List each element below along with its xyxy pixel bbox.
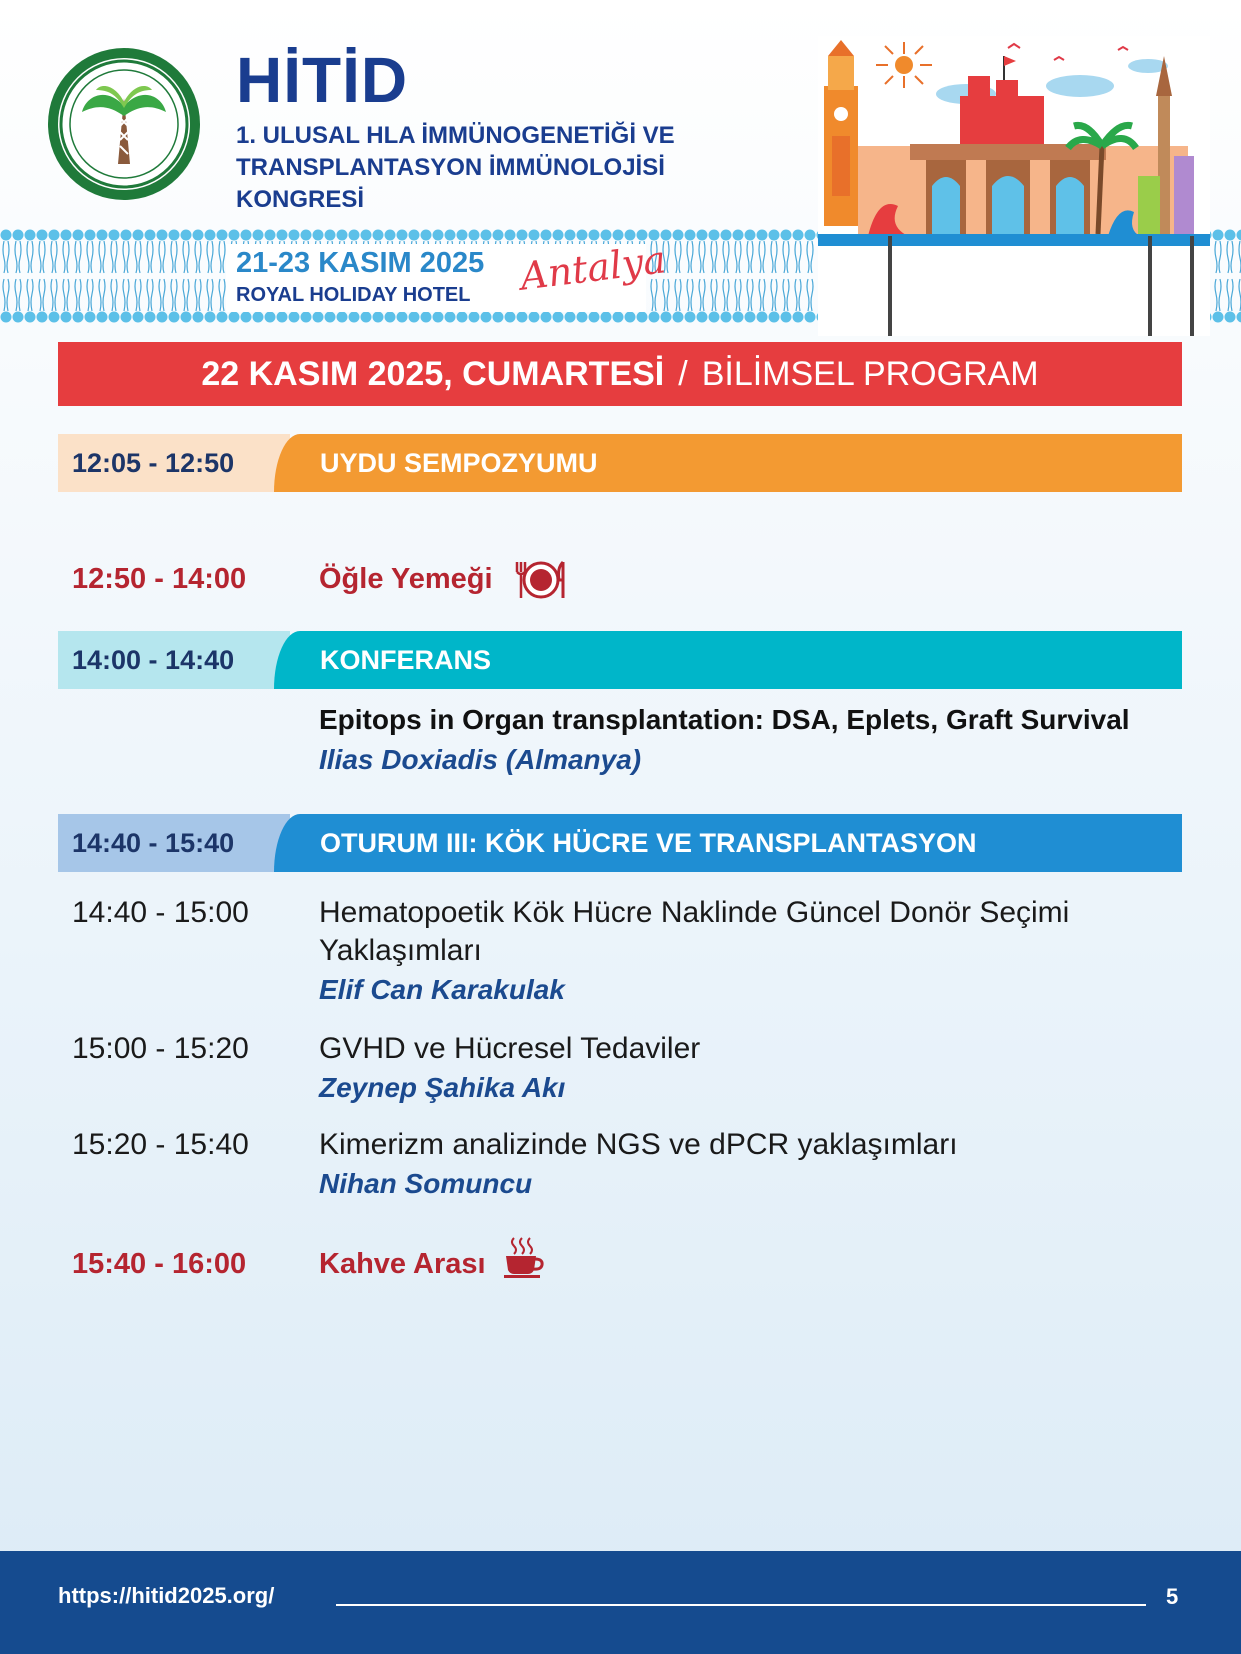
society-logo bbox=[46, 46, 202, 202]
session-bar-session3 bbox=[58, 814, 1182, 872]
session-time: 14:00 - 14:40 bbox=[58, 631, 290, 689]
footer-rule bbox=[336, 1604, 1146, 1606]
coffee-cup-icon bbox=[502, 1236, 544, 1278]
lunch-time: 12:50 - 14:00 bbox=[72, 563, 247, 595]
conference-speaker: Ilias Doxiadis (Almanya) bbox=[319, 744, 642, 775]
session-bar-conference bbox=[58, 631, 1182, 689]
brand-title: HİTİD bbox=[236, 44, 409, 116]
day-separator: / bbox=[678, 354, 688, 393]
program-label: BİLİMSEL PROGRAM bbox=[701, 354, 1039, 393]
conference-talk-title: Epitops in Organ transplantation: DSA, Eplets, Graft Survival bbox=[319, 704, 1130, 735]
talk-time: 15:00 - 15:20 bbox=[72, 1032, 249, 1065]
congress-dates: 21-23 KASIM 2025 bbox=[236, 247, 485, 279]
talk-time: 14:40 - 15:00 bbox=[72, 896, 249, 929]
session-title: UYDU SEMPOZYUMU bbox=[274, 434, 1182, 492]
talk-title bbox=[319, 894, 1179, 970]
cutlery-plate-icon bbox=[513, 558, 569, 602]
session-time: 12:05 - 12:50 bbox=[58, 434, 290, 492]
session-bar-satellite bbox=[58, 434, 1182, 492]
talk-speaker: Elif Can Karakulak bbox=[319, 974, 565, 1005]
coffee-label: Kahve Arası bbox=[319, 1248, 486, 1280]
page-number: 5 bbox=[1166, 1584, 1179, 1609]
talk-title-line: Hematopoetik Kök Hücre Naklinde Güncel Donör Seçimi bbox=[319, 896, 1070, 929]
city-script: Antalya bbox=[517, 237, 669, 299]
session-title: OTURUM III: KÖK HÜCRE VE TRANSPLANTASYON bbox=[274, 814, 1182, 872]
session-time: 14:40 - 15:40 bbox=[58, 814, 290, 872]
congress-title-line: 1. ULUSAL HLA İMMÜNOGENETİĞİ VE bbox=[236, 122, 675, 149]
lunch-label: Öğle Yemeği bbox=[319, 563, 493, 595]
day-date: 22 KASIM 2025, CUMARTESİ bbox=[201, 354, 665, 393]
antalya-landmarks-illustration bbox=[818, 36, 1210, 336]
congress-venue: ROYAL HOLIDAY HOTEL bbox=[236, 284, 471, 306]
talk-speaker: Zeynep Şahika Akı bbox=[319, 1072, 566, 1103]
coffee-time: 15:40 - 16:00 bbox=[72, 1248, 247, 1280]
talk-title: Kimerizm analizinde NGS ve dPCR yaklaşımları bbox=[319, 1128, 958, 1161]
congress-title-line: TRANSPLANTASYON İMMÜNOLOJİSİ bbox=[236, 154, 665, 181]
talk-time: 15:20 - 15:40 bbox=[72, 1128, 249, 1161]
session-title: KONFERANS bbox=[274, 631, 1182, 689]
talk-title: GVHD ve Hücresel Tedaviler bbox=[319, 1032, 701, 1065]
day-banner bbox=[58, 342, 1182, 406]
website-link[interactable]: https://hitid2025.org/ bbox=[58, 1583, 275, 1608]
congress-title bbox=[236, 120, 756, 216]
talk-title-line: Yaklaşımları bbox=[319, 934, 482, 967]
congress-title-line: KONGRESİ bbox=[236, 186, 365, 213]
talk-speaker: Nihan Somuncu bbox=[319, 1168, 533, 1199]
